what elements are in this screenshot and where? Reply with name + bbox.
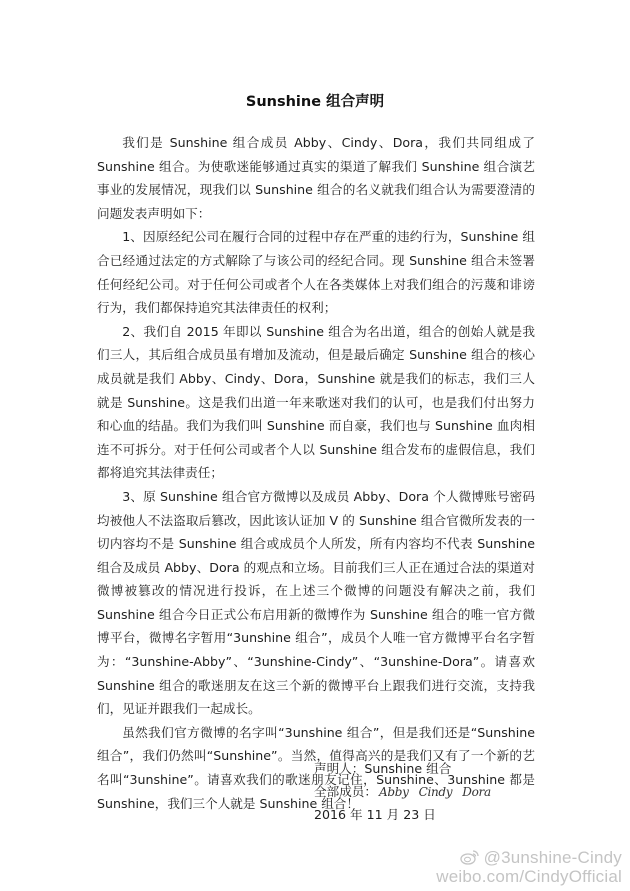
paragraph-item-3: 3、原 Sunshine 组合官方微博以及成员 Abby、Dora 个人微博账号密码均被他人不法盗取后篡改，因此该认证加 V 的 Sunshine 组合官微所发表的一切内容均不是 Sunshine 组合或成员个人所发，所有内容均不代表 Sunshine 组合及成员 Abby、Dora 的观点和立场。目前我们三人正在通过合法的渠道对微博被篡改的情况进行投诉，在上述三个微博的问题没有解决之前，我们 Sunshine 组合今日正式公布启用新的微博作为 Sunshine 组合的唯一官方微博平台，微博名字暂用“3unshine 组合”，成员个人唯一官方微博平台名字暂为：“3unshine-Abby”、“3unshine-Cindy”、“3unshine-Dora”。请喜欢 Sunshine 组合的歌迷朋友在这三个新的微博平台上跟我们进行交流，支持我们，见证并跟我们一起成长。 (97, 488, 535, 717)
declaration-date: 2016 年 11 月 23 日 (314, 807, 436, 822)
paragraph-item-2: 2、我们自 2015 年即以 Sunshine 组合为名出道，组合的创始人就是我们三人，其后组合成员虽有增加及流动，但是最后确定 Sunshine 组合的核心成员就是我们 Abby、Cindy、Dora，Sunshine 就是我们的标志，我们三人就是 Sunshine。这是我们出道一年来歌迷对我们的认可，也是我们付出努力和心血的结晶。我们为我们叫 Sunshine 而自豪，我们也与 Sunshine 血肉相连不可拆分。对于任何公司或者个人以 Sunshine 组合发布的虚假信息，我们都将追究其法律责任； (97, 323, 535, 481)
paragraph-item-1: 1、因原经纪公司在履行合同的过程中存在严重的违约行为，Sunshine 组合已经通过法定的方式解除了与该公司的经纪合同。现 Sunshine 组合未签署任何经纪公司。对于任何公司或者个人在各类媒体上对我们组合的污蔑和诽谤行为，我们都保持追究其法律责任的权利； (97, 229, 535, 316)
member-signatures (379, 785, 501, 799)
paragraph-intro: 我们是 Sunshine 组合成员 Abby、Cindy、Dora，我们共同组成了 Sunshine 组合。为使歌迷能够通过真实的渠道了解我们 Sunshine 组合演艺事业的发展情况，现我们以 Sunshine 组合的名义就我们组合认为需要澄清的问题发表声明如下： (97, 135, 535, 221)
watermark-handle: @3unshine-Cindy (483, 848, 622, 867)
signature-dora: Dora (462, 785, 491, 799)
declarant-line (314, 757, 451, 780)
members-line (314, 780, 501, 804)
signature-cindy: Cindy (418, 785, 453, 799)
paragraph-closing: 虽然我们官方微博的名字叫“3unshine 组合”，但是我们还是“Sunshine 组合”，我们仍然叫“Sunshine”。当然，值得高兴的是我们又有了一个新的艺名叫“3unshine”。请喜欢我们的歌迷朋友记住，Sunshine、3unshine 都是 Sunshine，我们三个人就是 Sunshine 组合！ (97, 724, 535, 811)
weibo-icon (460, 849, 480, 865)
watermark-handle-line (460, 848, 622, 868)
members-label: 全部成员： (314, 784, 377, 799)
declarant-name: Sunshine 组合 (364, 761, 452, 776)
signature-abby: Abby (378, 785, 409, 799)
document-title: Sunshine 组合声明 (245, 94, 385, 110)
watermark-url: weibo.com/CindyOfficial (436, 867, 622, 886)
document-body (97, 131, 535, 815)
declarant-label: 声明人： (314, 761, 365, 776)
